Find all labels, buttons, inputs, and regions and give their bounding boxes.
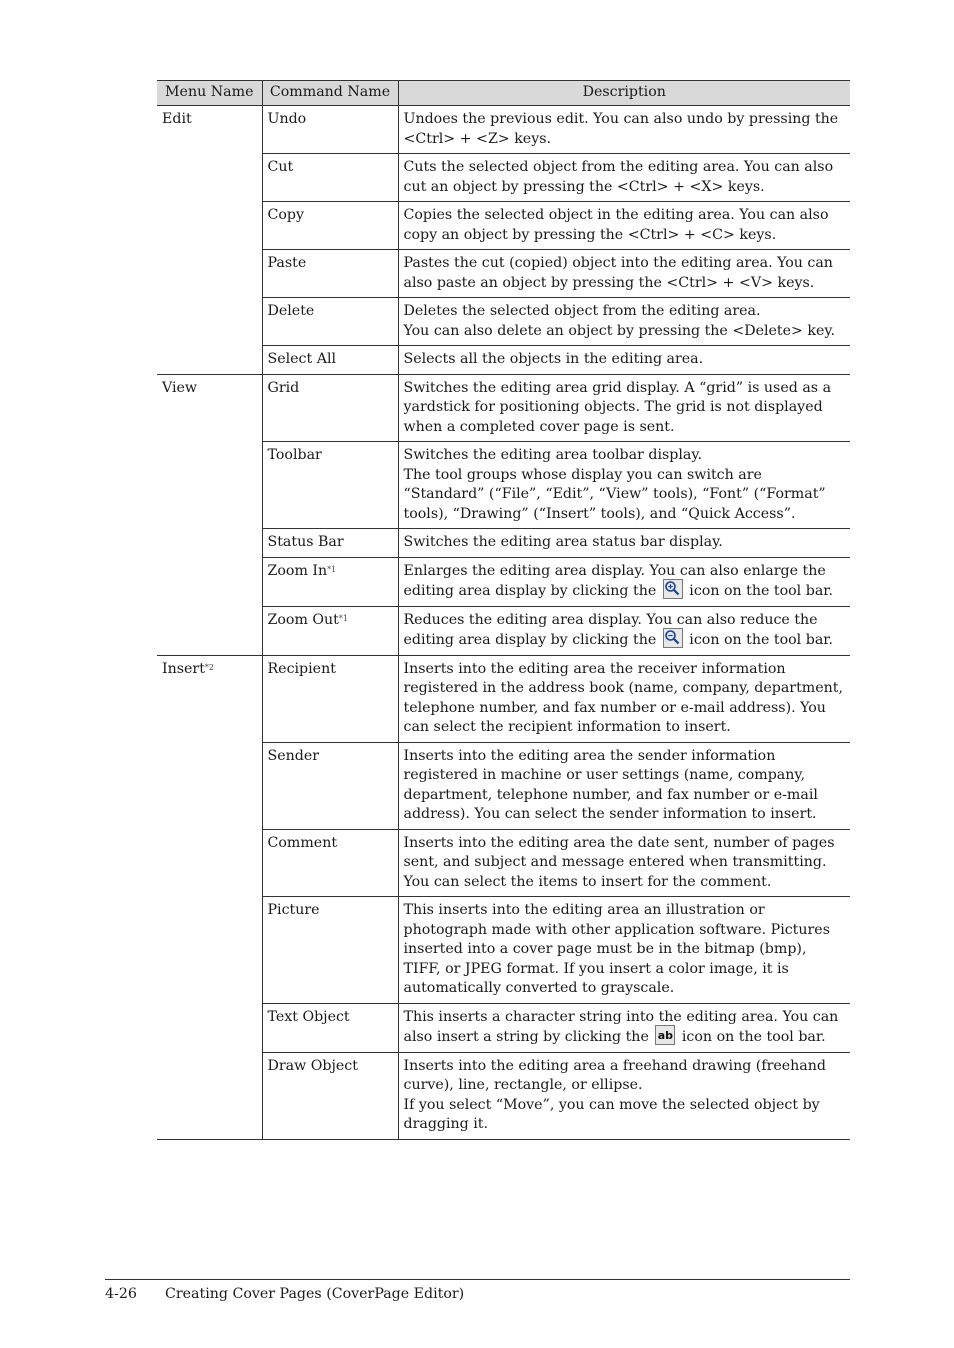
- description-text: Pastes the cut (copied) object into the editing area. You can also paste an object by pressing the <Ctrl> + <V> keys.: [403, 255, 833, 291]
- command-name: Undo: [267, 111, 307, 127]
- description-header: Description: [398, 81, 850, 106]
- menu-name-cell: [157, 829, 262, 897]
- description-cell: [398, 442, 850, 529]
- description-text: Cuts the selected object from the editing area. You can also cut an object by pressing the <Ctrl> + <X> keys.: [403, 159, 834, 195]
- footer-title: Creating Cover Pages (CoverPage Editor): [165, 1286, 465, 1302]
- command-name-cell: [262, 202, 398, 250]
- menu-name-cell: [157, 250, 262, 298]
- command-name-cell: [262, 346, 398, 375]
- command-name: Grid: [267, 379, 300, 396]
- menu-name: Edit: [162, 111, 192, 127]
- description-text: Switches the editing area status bar display.: [403, 534, 723, 550]
- table-row: [157, 202, 850, 250]
- command-name: Status Bar: [267, 534, 344, 550]
- command-name-cell: [262, 655, 398, 742]
- menu-name-cell: [157, 374, 262, 442]
- description-cell: [398, 829, 850, 897]
- menu-name-cell: [157, 1052, 262, 1139]
- description-text: Undoes the previous edit. You can also undo by pressing the <Ctrl> + <Z> keys.: [403, 111, 839, 147]
- command-name: Zoom Out: [267, 611, 339, 628]
- description-cell: [398, 742, 850, 829]
- command-table: [157, 80, 850, 1140]
- table-row: [157, 557, 850, 606]
- description-cell: [398, 250, 850, 298]
- description-text: icon on the tool bar.: [681, 1029, 826, 1045]
- command-name-cell: [262, 154, 398, 202]
- menu-name-cell: [157, 106, 262, 154]
- table-row: [157, 250, 850, 298]
- footnote-marker: *1: [338, 613, 348, 623]
- command-name: Recipient: [267, 660, 336, 677]
- table-row: [157, 106, 850, 154]
- footnote-marker: *2: [204, 662, 214, 672]
- description-cell: [398, 154, 850, 202]
- table-header-row: [157, 81, 850, 106]
- command-name: Draw Object: [267, 1057, 358, 1074]
- table-row: [157, 298, 850, 346]
- menu-name-cell: [157, 529, 262, 558]
- command-name-cell: [262, 742, 398, 829]
- menu-name: View: [162, 379, 198, 396]
- text-object-icon: [655, 1025, 675, 1045]
- zoom-in-icon: [663, 579, 683, 599]
- description-cell: [398, 897, 850, 1004]
- command-name-cell: [262, 606, 398, 655]
- command-name: Paste: [267, 255, 307, 271]
- description-cell: [398, 346, 850, 375]
- command-name: Zoom In: [267, 562, 328, 579]
- table-row: [157, 1052, 850, 1139]
- description-cell: [398, 557, 850, 606]
- command-name-cell: [262, 442, 398, 529]
- description-text: Inserts into the editing area the receiver information registered in the address book (name, company, department, telephone number, and fax number or e-mail address). You can select the recipient information to insert.: [403, 660, 843, 735]
- command-name-cell: [262, 298, 398, 346]
- command-name-cell: [262, 529, 398, 558]
- command-name: Toolbar: [267, 447, 322, 463]
- description-cell: [398, 374, 850, 442]
- footnote-marker: *1: [327, 564, 337, 574]
- menu-name: Insert: [162, 660, 205, 677]
- description-cell: [398, 202, 850, 250]
- menu-name-cell: [157, 897, 262, 1004]
- description-text: The tool groups whose display you can switch are “Standard” (“File”, “Edit”, “View” tools), “Font” (“Format” tools), “Drawing” (“Insert” tools), and “Quick Access”.: [403, 466, 826, 522]
- command-name: Picture: [267, 902, 320, 918]
- description-cell: [398, 1003, 850, 1052]
- command-name-cell: [262, 829, 398, 897]
- description-text: This inserts a character string into the editing area. You can also insert a string by clicking the: [403, 1008, 839, 1045]
- table-body: [157, 106, 850, 1140]
- description-text: Deletes the selected object from the editing area.: [403, 303, 761, 319]
- description-text: Inserts into the editing area the sender information registered in machine or user settings (name, company, department, telephone number, and fax number or e-mail address). You can select the sender information to insert.: [403, 747, 818, 822]
- menu-name-cell: [157, 298, 262, 346]
- menu-name-cell: [157, 742, 262, 829]
- table-row: [157, 829, 850, 897]
- description-text: If you select “Move”, you can move the selected object by dragging it.: [403, 1096, 820, 1132]
- description-text: Inserts into the editing area the date sent, number of pages sent, and subject and message entered when transmitting. You can select the items to insert for the comment.: [403, 834, 835, 890]
- table-row: [157, 742, 850, 829]
- description-cell: [398, 1052, 850, 1139]
- footer-divider: [105, 1279, 850, 1280]
- description-text: Switches the editing area toolbar display.: [403, 447, 702, 463]
- menu-name-header: Menu Name: [157, 81, 262, 106]
- description-text: Enlarges the editing area display. You can also enlarge the editing area display by clicking the: [403, 562, 826, 599]
- table-row: [157, 897, 850, 1004]
- table-row: [157, 655, 850, 742]
- description-text: This inserts into the editing area an illustration or photograph made with other application software. Pictures inserted into a cover page must be in the bitmap (bmp), TIFF, or JPEG format. If you insert a color image, it is automatically converted to grayscale.: [403, 902, 830, 996]
- menu-name-cell: [157, 346, 262, 375]
- page-number: 4-26: [105, 1286, 137, 1302]
- command-name: Select All: [267, 351, 337, 367]
- table-row: [157, 154, 850, 202]
- command-name-header: Command Name: [262, 81, 398, 106]
- zoom-out-icon: [663, 628, 683, 648]
- description-text: Copies the selected object in the editing area. You can also copy an object by pressing the <Ctrl> + <C> keys.: [403, 207, 829, 243]
- table-row: [157, 346, 850, 375]
- command-name-cell: [262, 1052, 398, 1139]
- menu-name-cell: [157, 202, 262, 250]
- description-cell: [398, 606, 850, 655]
- description-cell: [398, 529, 850, 558]
- command-name-cell: [262, 250, 398, 298]
- command-name-cell: [262, 557, 398, 606]
- table-row: [157, 374, 850, 442]
- table-row: [157, 442, 850, 529]
- menu-name-cell: [157, 1003, 262, 1052]
- table-row: [157, 606, 850, 655]
- command-name: Delete: [267, 303, 315, 319]
- text-object-icon-label: ab: [657, 1029, 674, 1042]
- description-text: Reduces the editing area display. You can also reduce the editing area display by clicking the: [403, 611, 818, 648]
- description-text: icon on the tool bar.: [689, 583, 834, 599]
- command-name: Comment: [267, 834, 338, 851]
- command-name: Sender: [267, 747, 320, 764]
- description-cell: [398, 106, 850, 154]
- command-name: Cut: [267, 159, 294, 175]
- menu-name-cell: [157, 154, 262, 202]
- menu-name-cell: [157, 606, 262, 655]
- command-name: Copy: [267, 207, 304, 223]
- command-name: Text Object: [267, 1008, 350, 1025]
- menu-name-cell: [157, 442, 262, 529]
- command-name-cell: [262, 374, 398, 442]
- command-name-cell: [262, 897, 398, 1004]
- menu-name-cell: [157, 557, 262, 606]
- description-text: Inserts into the editing area a freehand drawing (freehand curve), line, rectangle, or ellipse.: [403, 1057, 826, 1093]
- table-row: [157, 529, 850, 558]
- description-text: icon on the tool bar.: [689, 632, 834, 648]
- command-name-cell: [262, 1003, 398, 1052]
- description-text: You can also delete an object by pressing the <Delete> key.: [403, 322, 836, 339]
- table-row: [157, 1003, 850, 1052]
- description-text: Switches the editing area grid display. A “grid” is used as a yardstick for positioning objects. The grid is not displayed when a completed cover page is sent.: [403, 379, 832, 435]
- command-name-cell: [262, 106, 398, 154]
- description-cell: [398, 655, 850, 742]
- description-text: Selects all the objects in the editing area.: [403, 351, 704, 367]
- menu-name-cell: [157, 655, 262, 742]
- description-cell: [398, 298, 850, 346]
